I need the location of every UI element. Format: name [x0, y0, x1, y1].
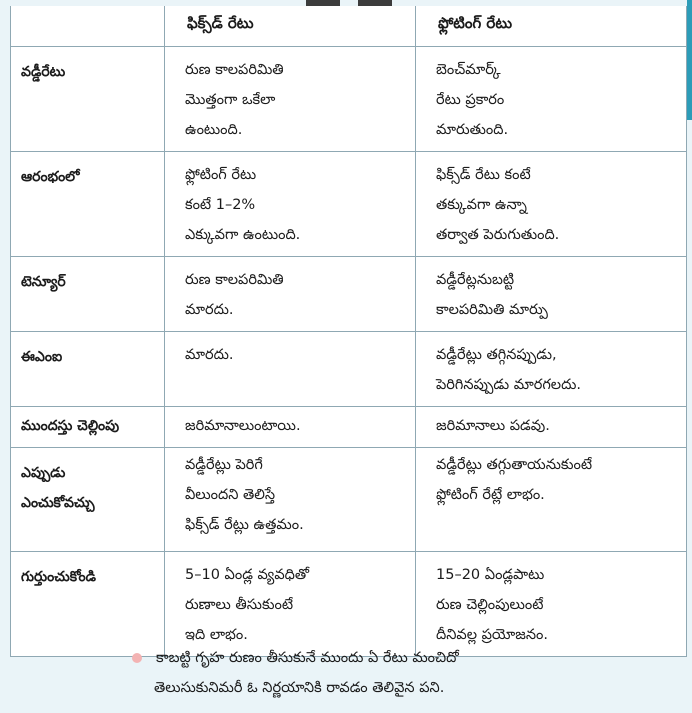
- bullet-icon: [132, 653, 142, 663]
- cell-line: ఫిక్స్‌డ్ రేటు కంటే: [436, 166, 531, 183]
- floating-cell: [416, 46, 687, 151]
- cell-line: మారదు.: [185, 301, 234, 318]
- floating-cell: [416, 151, 687, 256]
- table-row: [11, 151, 687, 256]
- row-label-line: ఎంచుకోవచ్చు: [21, 494, 95, 511]
- footnote-text: [156, 643, 459, 703]
- cell-line: 5–10 ఏండ్ల వ్యవధితో: [185, 566, 310, 583]
- cell-line: రుణ కాలపరిమితి: [185, 61, 284, 78]
- fixed-cell: [165, 551, 416, 656]
- floating-cell: [416, 256, 687, 331]
- row-label: టెన్యూర్: [11, 256, 165, 331]
- cell-line: వీలుందని తెలిస్తే: [185, 486, 276, 503]
- cell-line: వడ్డీరేట్లు తగ్గినప్పుడు,: [436, 346, 557, 363]
- footnote-line: కాబట్టి గృహ రుణం తీసుకునే ముందు ఏ రేటు మంచిదో: [156, 650, 459, 666]
- fixed-cell: [165, 447, 416, 551]
- row-label: గుర్తుంచుకోండి: [11, 551, 165, 656]
- table-row: [11, 447, 687, 551]
- cell-line: తర్వాత పెరుగుతుంది.: [436, 226, 560, 243]
- cell-line: ఉంటుంది.: [185, 121, 243, 138]
- cell-line: రుణాలు తీసుకుంటే: [185, 596, 294, 613]
- table-row: [11, 406, 687, 447]
- row-label: వడ్డీరేటు: [11, 46, 165, 151]
- cell-line: రుణ చెల్లింపులుంటే: [436, 596, 544, 613]
- fixed-cell: [165, 256, 416, 331]
- cell-line: పెరిగినప్పుడు మారగలదు.: [436, 376, 581, 393]
- cell-line: తక్కువగా ఉన్నా: [436, 196, 527, 213]
- cell-line: జరిమానాలు పడవు.: [436, 417, 550, 434]
- fixed-cell: [165, 151, 416, 256]
- header-fixed-rate: ఫిక్స్‌డ్ రేటు: [165, 6, 416, 46]
- row-label: ముందస్తు చెల్లింపు: [11, 406, 165, 447]
- cell-line: కాలపరిమితి మార్పు: [436, 301, 548, 318]
- row-label: ఆరంభంలో: [11, 151, 165, 256]
- cell-line: మారుతుంది.: [436, 121, 509, 138]
- cell-line: జరిమానాలుంటాయి.: [185, 417, 301, 434]
- cell-line: 15–20 ఏండ్లపాటు: [436, 566, 545, 583]
- cell-line: రేటు ప్రకారం: [436, 91, 505, 108]
- header-empty-cell: [11, 6, 165, 46]
- header-floating-rate: ఫ్లోటింగ్ రేటు: [416, 6, 687, 46]
- cell-line: మారదు.: [185, 346, 234, 363]
- cell-line: మొత్తంగా ఒకేలా: [185, 91, 276, 108]
- floating-cell: [416, 331, 687, 406]
- table-header-row: [11, 6, 687, 46]
- fixed-cell: [165, 406, 416, 447]
- cell-line: ఇది లాభం.: [185, 626, 248, 643]
- floating-cell: [416, 447, 687, 551]
- row-label: [11, 447, 165, 551]
- cell-line: బెంచ్‌మార్క్: [436, 61, 501, 78]
- floating-cell: [416, 551, 687, 656]
- cell-line: వడ్డీరేట్లు తగ్గుతాయనుకుంటే: [436, 456, 593, 473]
- table-row: [11, 331, 687, 406]
- cell-line: దీనివల్ల ప్రయోజనం.: [436, 626, 548, 643]
- right-accent-bar: [687, 0, 692, 120]
- fixed-cell: [165, 46, 416, 151]
- table-row: [11, 46, 687, 151]
- table-row: [11, 551, 687, 656]
- cell-line: ఫ్లోటింగ్ రేట్లే లాభం.: [436, 486, 545, 503]
- row-label: ఈఎంఐ: [11, 331, 165, 406]
- cell-line: వడ్డీరేట్లు పెరిగే: [185, 456, 263, 473]
- comparison-table: [10, 6, 687, 657]
- table-row: [11, 256, 687, 331]
- floating-cell: [416, 406, 687, 447]
- cell-line: ఫిక్స్‌డ్ రేట్లు ఉత్తమం.: [185, 516, 304, 533]
- cell-line: రుణ కాలపరిమితి: [185, 271, 284, 288]
- cell-line: ఫ్లోటింగ్ రేటు: [185, 166, 257, 183]
- cell-line: కంటే 1–2%: [185, 196, 256, 213]
- cell-line: ఎక్కువగా ఉంటుంది.: [185, 226, 301, 243]
- footnote-line: తెలుసుకునిమరీ ఓ నిర్ణయానికి రావడం తెలివైన పని.: [154, 680, 445, 696]
- row-label-line: ఎప్పుడు: [21, 464, 66, 481]
- cell-line: వడ్డీరేట్లనుబట్టి: [436, 271, 515, 288]
- fixed-cell: [165, 331, 416, 406]
